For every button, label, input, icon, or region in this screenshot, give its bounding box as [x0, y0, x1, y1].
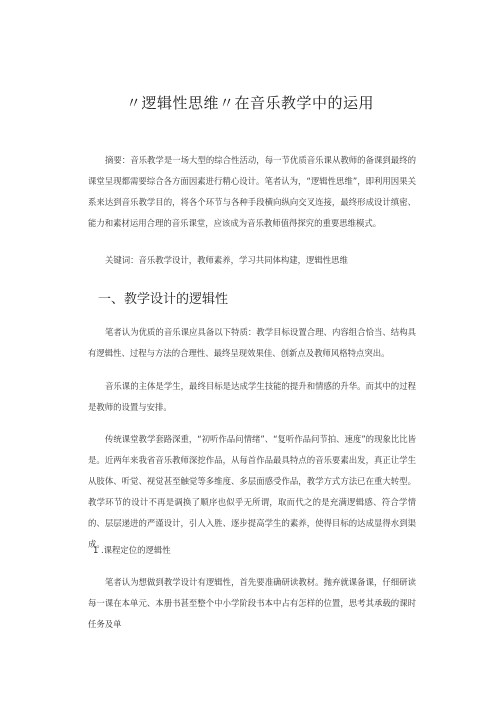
subsection-paragraph-1: 笔者认为想做到教学设计有逻辑性，首先要准确研读教材。抛弃就课备课，仔细研读每一课在本单元、本册书甚至整个中小学阶段书本中占有怎样的位置，思考其承载的课时任务及单	[88, 577, 416, 629]
section-paragraph-2: 音乐课的主体是学生，最终目标是达成学生技能的提升和情感的升华。而其中的过程是教师的设置与安排。	[88, 381, 416, 412]
section-paragraph-1: 笔者认为优质的音乐课应具备以下特质：教学目标设置合理、内容组合恰当、结构具有逻辑性、过程与方法的合理性、最终呈现效果佳、创新点及教师风格特点突出。	[88, 327, 416, 358]
document-title: 〃逻辑性思维〃在音乐教学中的运用	[125, 94, 374, 112]
section-paragraph-3: 传统课堂教学套路深重，“初听作品问情绪”、“复听作品问节拍、速度”的现象比比皆是。近两年来我省音乐教师深挖作品，从每首作品最具特点的音乐要素出发，真正让学生从肢体、听觉、视觉甚至触觉等多维度、多层面感受作品，教学方式方法已在重大转型。教学环节的设计不再是调换了顺序也似乎无所谓，取而代之的是充满逻辑感、符合学情的、层层递进的严谨设计，引人入胜、逐步提高学生的素养，使得目标的达成显得水到渠成。	[88, 434, 416, 549]
abstract-paragraph: 摘要：音乐教学是一场大型的综合性活动，每一节优质音乐课从教师的备课到最终的课堂呈现都需要综合各方面因素进行精心设计。笔者认为，“逻辑性思维”，即利用因果关系来达到音乐教学目的，将各个环节与各种手段横向纵向交叉连接，最终形成设计缜密、能力和素材运用合理的音乐课堂，应该成为音乐教师值得探究的重要思维模式。	[88, 155, 416, 228]
keywords-line: 关键词：音乐教学设计，教师素养，学习共同体构建，逻辑性思维	[105, 255, 348, 265]
subsection-heading: 1 .课程定位的逻辑性	[93, 545, 171, 555]
section-heading: 一、教学设计的逻辑性	[98, 292, 229, 307]
